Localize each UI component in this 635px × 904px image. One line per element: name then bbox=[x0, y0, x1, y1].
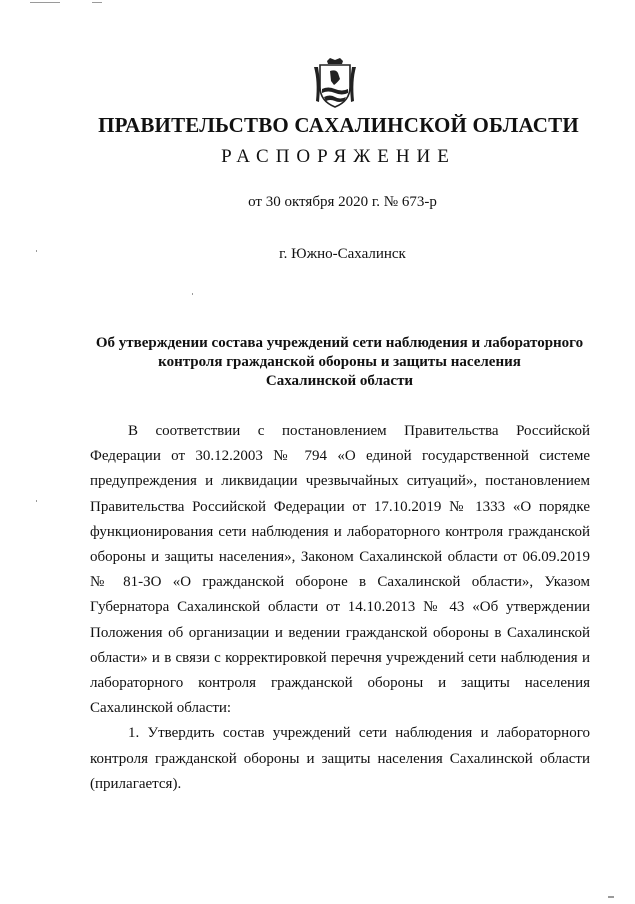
document-body bbox=[90, 419, 590, 797]
scan-speck bbox=[92, 2, 102, 3]
scan-speck bbox=[30, 2, 60, 3]
document-title bbox=[88, 334, 591, 391]
scan-speck bbox=[36, 250, 37, 252]
organization-name: ПРАВИТЕЛЬСТВО САХАЛИНСКОЙ ОБЛАСТИ bbox=[98, 113, 579, 137]
coat-of-arms-icon bbox=[312, 57, 358, 109]
title-line: Об утверждении состава учреждений сети наблюдения и лабораторного bbox=[95, 335, 584, 351]
title-line: контроля гражданской обороны и защиты населения bbox=[158, 354, 521, 370]
document-date-number: от 30 октября 2020 г. № 673-р bbox=[248, 194, 437, 210]
item-paragraph: 1. Утвердить состав учреждений сети наблюдения и лабораторного контроля гражданской обороны и защиты населения Сахалинской области (прилагается). bbox=[90, 725, 590, 792]
title-line: Сахалинской области bbox=[265, 373, 414, 389]
scan-speck bbox=[608, 896, 614, 898]
document-city: г. Южно-Сахалинск bbox=[279, 246, 406, 262]
preamble-paragraph: В соответствии с постановлением Правительства Российской Федерации от 30.12.2003 № 794 «О единой государственной системе предупреждения и ликвидации чрезвычайных ситуаций», постановлением Правительства Российской Федерации от 17.10.2019 № 1333 «О порядке функционирования сети наблюдения и лабораторного контроля гражданской обороны и защиты населения», Законом Сахалинской области от 06.09.2019 № 81-ЗО «О гражданской обороне в Сахалинской области», Указом Губернатора Сахалинской области от 14.10.2013 № 43 «Об утверждении Положения об организации и ведении гражданской обороны в Сахалинской области» и в связи с корректировкой перечня учреждений сети наблюдения и лабораторного контроля гражданской обороны и защиты населения Сахалинской области: bbox=[90, 423, 590, 717]
document-type: РАСПОРЯЖЕНИЕ bbox=[221, 146, 456, 167]
scan-speck bbox=[36, 500, 37, 502]
scan-speck bbox=[192, 293, 193, 295]
